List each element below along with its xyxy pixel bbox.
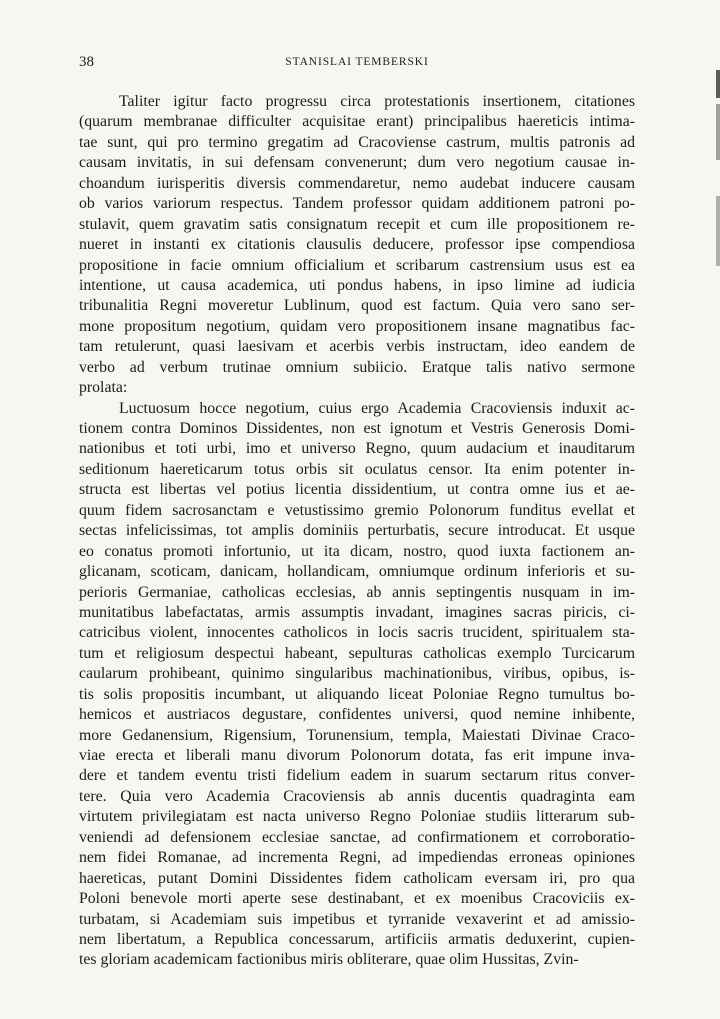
text-line: virtutem privilegiatam est nacta universo Regno Poloniae studiis litterarum sub- (79, 808, 635, 826)
paragraph (79, 92, 635, 399)
text-line: dere et tandem eventu tristi fidelium eadem in suarum sectarum ritus conver- (79, 767, 635, 785)
text-line: nueret in instanti ex citationis clausulis deducere, professor ipse compendiosa (79, 236, 635, 254)
page-number: 38 (79, 54, 94, 70)
text-line: sectas infelicissimas, tot amplis dominiis perturbatis, secure introducat. Et usque (79, 522, 635, 540)
paragraph (79, 399, 635, 971)
text-line: nationibus et toti urbi, imo et universo Regno, quum audacium et inauditarum (79, 440, 635, 458)
text-line: viae erecta et liberali manu divorum Polonorum dotata, fas erit impune inva- (79, 747, 635, 764)
text-line: tionem contra Dominos Dissidentes, non est ignotum et Vestris Generosis Domi- (79, 420, 635, 437)
running-title: STANISLAI TEMBERSKI (285, 56, 429, 68)
text-line: propositione in facie omnium officialium et scribarum castrensium usus est ea (79, 256, 635, 274)
text-line: tribunalitia Regni moveretur Lublinum, quod est factum. Quia vero sano ser- (79, 297, 635, 315)
text-line: tum et religiosum despectui habeant, sepulturas catholicas exemplo Turcicarum (79, 644, 635, 662)
text-line: munitatibus labefactatas, armis assumptis invadant, imagines sacras piricis, ci- (79, 603, 635, 621)
text-line: eo conatus promoti infortunio, ut ita dicam, nostro, quod iuxta factionem an- (79, 542, 635, 560)
text-line: ob varios variorum respectus. Tandem professor quidam additionem patroni po- (79, 195, 635, 213)
text-line: mone propositum negotium, quidam vero propositionem insane magnatibus fac- (79, 317, 635, 335)
text-line: haereticas, putant Domini Dissidentes fidem catholicam eversam iri, pro qua (79, 869, 635, 887)
text-line: causam invitatis, in sui defensam convenerunt; dum vero negotium causae in- (79, 154, 635, 172)
page-edge-mark (716, 70, 720, 98)
text-line: caularum prohibeant, quinimo singularibus machinationibus, viribus, opibus, is- (79, 665, 635, 683)
text-line: stulavit, quem gravatim satis consignatum recepit et cum ille propositionem re- (79, 215, 635, 233)
text-line: catricibus violent, innocentes catholicos in locis sacris trucident, spiritualem sta- (79, 624, 635, 642)
text-line: tae sunt, qui pro termino gregatim ad Cracoviense castrum, multis patronis ad (79, 133, 635, 151)
text-line: tes gloriam academicam factionibus miris obliterare, quae olim Hussitas, Zvin- (79, 951, 579, 969)
text-line: (quarum membranae difficulter acquisitae erant) principalibus haereticis intima- (79, 113, 635, 131)
page-edge-mark (716, 196, 720, 266)
text-line: tis solis propositis incumbant, ut aliquando liceat Poloniae Regno tumultus bo- (79, 685, 635, 703)
text-line: quum fidem sacrosanctam e vetustissimo gremio Polonorum funditus evellat et (79, 501, 635, 519)
body-text (79, 92, 635, 971)
text-line: intentione, ut causa academica, uti pondus habens, in ipso limine ad iudicia (79, 276, 635, 294)
text-line: verbo ad verbum trutinae omnium subiicio. Eratque talis nativo sermone (79, 358, 635, 376)
text-line: tam retulerunt, quasi laesivam et acerbis verbis instructam, ideo eandem de (79, 338, 635, 356)
text-line: veniendi ad defensionem ecclesiae sanctae, ad confirmationem et corroboratio- (79, 828, 635, 846)
text-line: nem fidei Romanae, ad incrementa Regni, ad impediendas erroneas opiniones (79, 849, 635, 867)
text-line: tere. Quia vero Academia Cracoviensis ab annis ducentis quadraginta eam (79, 787, 635, 805)
text-line: perioris Germaniae, catholicas ecclesias, ab annis septingentis nusquam in im- (79, 583, 635, 601)
text-line: structa est libertas vel potius licentia dissidentium, ut contra omne ius et ae- (79, 481, 635, 499)
text-line: hemicos et austriacos degustare, confidentes universi, quod nemine inhibente, (79, 706, 635, 724)
text-line: seditionum haereticarum totus orbis sit oculatus censor. Ita enim potenter in- (79, 460, 635, 478)
text-line: turbatam, si Academiam suis impetibus et tyrranide vexaverint et ad amissio- (79, 910, 635, 928)
page-edge-mark (716, 104, 720, 160)
text-line: prolata: (79, 379, 128, 397)
text-line: more Gedanensium, Rigensium, Torunensium, templa, Maiestati Divinae Craco- (79, 726, 635, 744)
text-line: Poloni benevole morti aperte sese destinabant, et ex moenibus Cracoviciis ex- (79, 890, 635, 908)
text-line: Taliter igitur facto progressu circa protestationis insertionem, citationes (119, 93, 635, 110)
text-line: choandum iurisperitis diversis commendaretur, nemo audebat inducere causam (79, 174, 635, 192)
text-line: nem libertatum, a Republica concessarum, artificiis armatis deduxerint, cupien- (79, 930, 635, 948)
page-header (79, 52, 635, 74)
text-line: glicanam, scoticam, danicam, hollandicam, omniumque ordinum inferioris et su- (79, 563, 635, 581)
text-line: Luctuosum hocce negotium, cuius ergo Academia Cracoviensis induxit ac- (119, 399, 635, 417)
